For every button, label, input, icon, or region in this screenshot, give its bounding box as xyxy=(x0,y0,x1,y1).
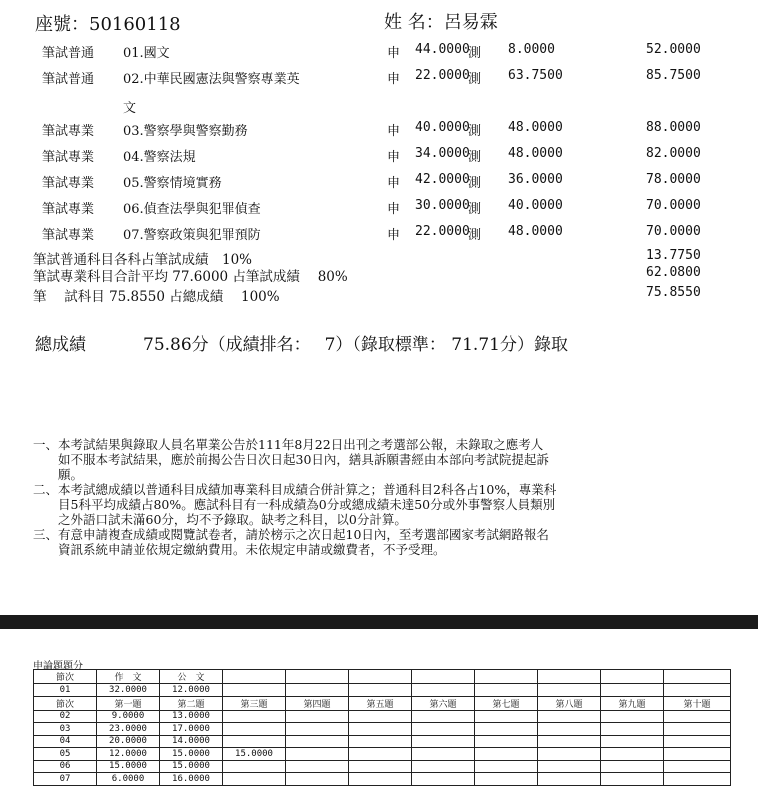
table-header-row xyxy=(34,670,731,684)
table-cell: 第九題 xyxy=(601,696,664,710)
table-cell: 32.0000 xyxy=(97,684,160,697)
table-cell xyxy=(475,773,538,786)
table-cell xyxy=(601,670,664,684)
table-cell xyxy=(664,735,731,748)
table-cell xyxy=(286,684,349,697)
appeal-scores-title: 申論題題分 xyxy=(33,661,83,672)
table-cell xyxy=(412,670,475,684)
table-cell xyxy=(601,773,664,786)
subject-score-b: 8.0000 xyxy=(508,42,555,57)
subject-score-b: 48.0000 xyxy=(508,146,563,161)
table-cell xyxy=(601,748,664,761)
subject-mark: 測 xyxy=(468,228,482,243)
subject-score-b: 48.0000 xyxy=(508,120,563,135)
table-cell xyxy=(412,735,475,748)
subject-name: 01.國文 xyxy=(123,46,170,61)
table-cell xyxy=(664,710,731,723)
table-cell xyxy=(664,773,731,786)
subject-category: 筆試專業 xyxy=(42,150,95,165)
table-cell xyxy=(349,773,412,786)
subject-score-b: 63.7500 xyxy=(508,68,563,83)
subject-flag: 申 xyxy=(387,124,401,139)
table-cell: 03 xyxy=(34,723,97,736)
table-cell: 第三題 xyxy=(223,696,286,710)
subject-category: 筆試專業 xyxy=(42,124,95,139)
table-cell: 15.0000 xyxy=(223,748,286,761)
table-cell xyxy=(223,773,286,786)
summary-text: 筆試普通科目各科占筆試成績 10% xyxy=(33,252,253,268)
subject-total: 85.7500 xyxy=(646,68,701,83)
table-cell xyxy=(223,684,286,697)
table-cell xyxy=(601,760,664,773)
table-cell xyxy=(412,710,475,723)
note-line: 二、本考試總成績以普通科目成績加專業科目成績合併計算之；普通科目2科各占10%，專業科 xyxy=(33,482,557,497)
table-cell xyxy=(538,710,601,723)
subject-name-continued: 文 xyxy=(123,101,137,116)
table-cell: 作 文 xyxy=(97,670,160,684)
table-cell: 01 xyxy=(34,684,97,697)
subject-total: 82.0000 xyxy=(646,146,701,161)
note-line: 如不服本考試結果，應於前揭公告日次日起30日內，繕具訴願書經由本部向考試院提起訴 xyxy=(33,452,549,467)
table-row xyxy=(34,710,731,723)
table-cell xyxy=(475,670,538,684)
subject-name: 07.警察政策與犯罪預防 xyxy=(123,228,261,243)
note-line: 願。 xyxy=(33,467,84,482)
total-score-result: 75.86分（成績排名： 7）（錄取標準： 71.71分）錄取 xyxy=(143,335,568,355)
table-cell xyxy=(664,670,731,684)
subject-mark: 測 xyxy=(468,150,482,165)
table-cell: 06 xyxy=(34,760,97,773)
subject-flag: 申 xyxy=(387,176,401,191)
table-cell: 節次 xyxy=(34,670,97,684)
table-cell: 05 xyxy=(34,748,97,761)
table-row xyxy=(34,735,731,748)
table-cell xyxy=(349,723,412,736)
table-cell xyxy=(349,760,412,773)
table-cell xyxy=(412,684,475,697)
subject-mark: 測 xyxy=(468,46,482,61)
exam-notes xyxy=(33,437,556,557)
subject-total: 70.0000 xyxy=(646,224,701,239)
table-header-row xyxy=(34,696,731,710)
subject-category: 筆試專業 xyxy=(42,202,95,217)
subject-total: 70.0000 xyxy=(646,198,701,213)
summary-value: 13.7750 xyxy=(646,248,701,263)
table-cell xyxy=(538,760,601,773)
subject-flag: 申 xyxy=(387,202,401,217)
table-cell xyxy=(223,735,286,748)
table-cell: 02 xyxy=(34,710,97,723)
appeal-scores-table xyxy=(33,669,731,786)
table-cell xyxy=(601,723,664,736)
table-cell: 20.0000 xyxy=(97,735,160,748)
subject-name: 04.警察法規 xyxy=(123,150,196,165)
total-score-label: 總成績 xyxy=(35,335,86,355)
table-row xyxy=(34,748,731,761)
table-cell: 13.0000 xyxy=(160,710,223,723)
subject-score-a: 42.0000 xyxy=(415,172,470,187)
table-cell xyxy=(412,760,475,773)
note-line: 一、本考試結果與錄取人員名單業公告於111年8月22日出刊之考選部公報，未錄取之應考人 xyxy=(33,437,544,452)
table-cell: 第七題 xyxy=(475,696,538,710)
subject-name: 02.中華民國憲法與警察專業英 xyxy=(123,72,300,87)
note-line: 三、有意申請複查成績或閱覽試卷者，請於榜示之次日起10日內，至考選部國家考試網路報名 xyxy=(33,527,549,542)
subject-flag: 申 xyxy=(387,72,401,87)
table-cell xyxy=(664,748,731,761)
table-cell xyxy=(349,670,412,684)
subject-score-a: 44.0000 xyxy=(415,42,470,57)
table-cell xyxy=(349,735,412,748)
candidate-name: 姓 名：呂易霖 xyxy=(384,12,498,33)
table-row xyxy=(34,760,731,773)
table-cell xyxy=(538,773,601,786)
table-cell xyxy=(538,670,601,684)
table-cell: 12.0000 xyxy=(97,748,160,761)
table-cell xyxy=(664,684,731,697)
subject-mark: 測 xyxy=(468,124,482,139)
table-cell xyxy=(286,760,349,773)
subject-name: 03.警察學與警察勤務 xyxy=(123,124,248,139)
table-cell xyxy=(349,684,412,697)
table-cell: 第八題 xyxy=(538,696,601,710)
table-cell: 04 xyxy=(34,735,97,748)
table-cell: 節次 xyxy=(34,696,97,710)
table-cell: 第六題 xyxy=(412,696,475,710)
table-cell: 15.0000 xyxy=(160,748,223,761)
table-cell xyxy=(664,760,731,773)
table-cell: 15.0000 xyxy=(160,760,223,773)
subject-score-a: 22.0000 xyxy=(415,224,470,239)
table-cell xyxy=(286,723,349,736)
table-cell xyxy=(223,670,286,684)
table-cell xyxy=(475,684,538,697)
subject-category: 筆試專業 xyxy=(42,176,95,191)
subject-total: 78.0000 xyxy=(646,172,701,187)
table-cell xyxy=(286,735,349,748)
subject-score-b: 40.0000 xyxy=(508,198,563,213)
subject-total: 52.0000 xyxy=(646,42,701,57)
table-cell xyxy=(286,748,349,761)
subject-score-b: 36.0000 xyxy=(508,172,563,187)
summary-text: 筆 試科目 75.8550 占總成績 100% xyxy=(33,289,280,305)
table-row xyxy=(34,773,731,786)
table-cell xyxy=(664,723,731,736)
table-cell: 9.0000 xyxy=(97,710,160,723)
note-line: 之外語口試未滿60分，均不予錄取。缺考之科目，以0分計算。 xyxy=(33,512,407,527)
table-row xyxy=(34,684,731,697)
table-cell xyxy=(349,710,412,723)
table-cell: 6.0000 xyxy=(97,773,160,786)
subject-category: 筆試普通 xyxy=(42,46,95,61)
table-cell: 14.0000 xyxy=(160,735,223,748)
table-cell xyxy=(223,710,286,723)
seat-number: 座號：50160118 xyxy=(35,14,181,35)
table-cell xyxy=(286,710,349,723)
subject-flag: 申 xyxy=(387,228,401,243)
subject-mark: 測 xyxy=(468,72,482,87)
table-cell: 12.0000 xyxy=(160,684,223,697)
subject-name: 06.偵查法學與犯罪偵查 xyxy=(123,202,261,217)
subject-score-a: 34.0000 xyxy=(415,146,470,161)
table-cell xyxy=(475,748,538,761)
subject-score-a: 22.0000 xyxy=(415,68,470,83)
table-cell xyxy=(349,748,412,761)
subject-score-a: 30.0000 xyxy=(415,198,470,213)
table-cell xyxy=(538,684,601,697)
table-cell xyxy=(601,710,664,723)
table-cell xyxy=(475,735,538,748)
table-cell: 15.0000 xyxy=(97,760,160,773)
subject-mark: 測 xyxy=(468,176,482,191)
note-line: 目5科平均成績占80%。應試科目有一科成績為0分或總成績未達50分或外事警察人員類別 xyxy=(33,497,556,512)
table-cell: 第一題 xyxy=(97,696,160,710)
subject-flag: 申 xyxy=(387,46,401,61)
subject-score-a: 40.0000 xyxy=(415,120,470,135)
table-cell: 第五題 xyxy=(349,696,412,710)
table-cell xyxy=(475,760,538,773)
subject-total: 88.0000 xyxy=(646,120,701,135)
table-cell xyxy=(412,723,475,736)
note-line: 資訊系統申請並依規定繳納費用。未依規定申請或繳費者，不予受理。 xyxy=(33,542,446,557)
summary-value: 75.8550 xyxy=(646,285,701,300)
table-cell xyxy=(538,735,601,748)
table-cell: 第十題 xyxy=(664,696,731,710)
table-cell: 07 xyxy=(34,773,97,786)
table-cell: 16.0000 xyxy=(160,773,223,786)
table-cell: 第二題 xyxy=(160,696,223,710)
table-cell xyxy=(223,723,286,736)
table-cell: 17.0000 xyxy=(160,723,223,736)
summary-value: 62.0800 xyxy=(646,265,701,280)
table-cell xyxy=(412,748,475,761)
table-cell xyxy=(286,670,349,684)
table-cell xyxy=(601,684,664,697)
table-cell xyxy=(601,735,664,748)
subject-mark: 測 xyxy=(468,202,482,217)
table-cell xyxy=(475,723,538,736)
table-row xyxy=(34,723,731,736)
table-cell xyxy=(538,723,601,736)
table-cell xyxy=(412,773,475,786)
subject-flag: 申 xyxy=(387,150,401,165)
table-cell xyxy=(286,773,349,786)
page-divider xyxy=(0,615,758,629)
subject-score-b: 48.0000 xyxy=(508,224,563,239)
table-cell xyxy=(223,760,286,773)
subject-category: 筆試專業 xyxy=(42,228,95,243)
subject-name: 05.警察情境實務 xyxy=(123,176,222,191)
table-cell: 公 文 xyxy=(160,670,223,684)
table-cell: 第四題 xyxy=(286,696,349,710)
subject-category: 筆試普通 xyxy=(42,72,95,87)
summary-text: 筆試專業科目合計平均 77.6000 占筆試成績 80% xyxy=(33,269,348,285)
table-cell xyxy=(475,710,538,723)
table-cell xyxy=(538,748,601,761)
table-cell: 23.0000 xyxy=(97,723,160,736)
